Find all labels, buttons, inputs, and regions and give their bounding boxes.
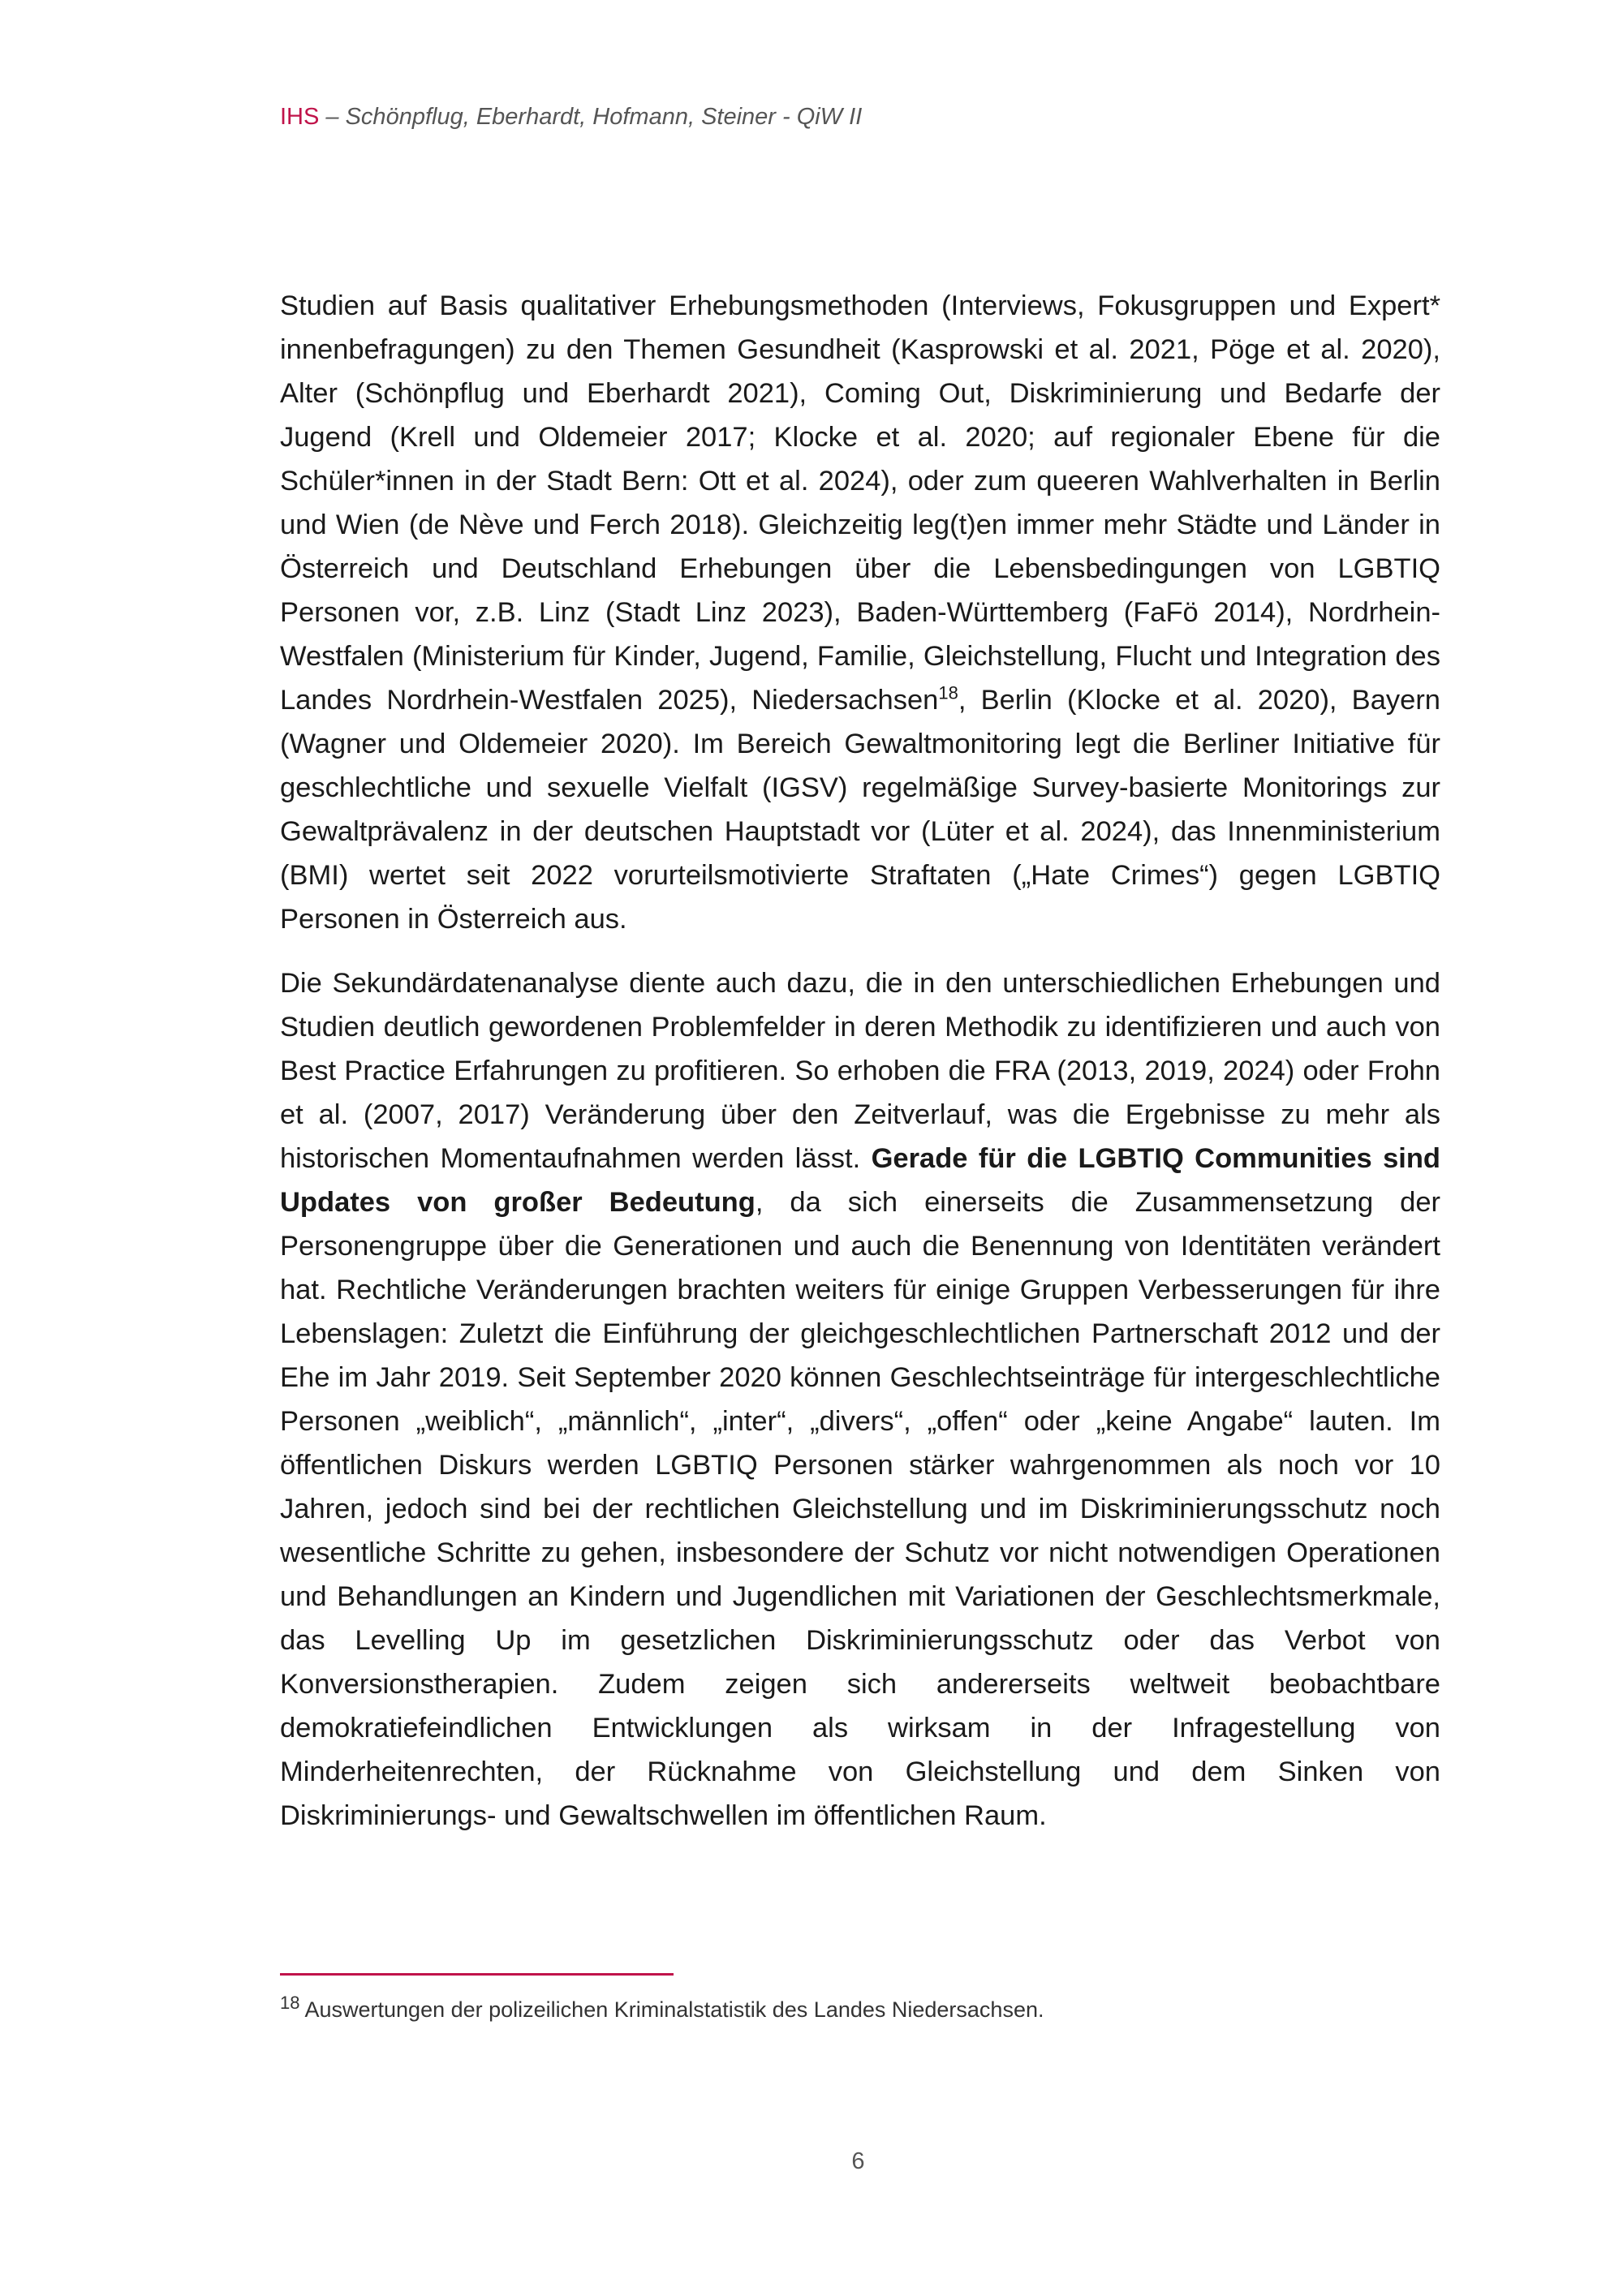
footnote-reference[interactable]: 18 <box>938 682 958 703</box>
paragraph-1 <box>280 284 1440 941</box>
footnote <box>280 1993 1044 2023</box>
running-header <box>280 104 862 131</box>
page-number: 6 <box>851 2148 865 2174</box>
paragraph-1-text-a: Studien auf Basis qualitativer Erhebungsmethoden (Interviews, Fokusgruppen und Expert* innenbefragungen) zu den Themen Gesundheit (Kasprowski et al. 2021, Pöge et al. 2020), Alter (Schönpflug und Eberhardt 2021), Coming Out, Diskriminierung und Bedarfe der Jugend (Krell und Oldemeier 2017; Klocke et al. 2020; auf regionaler Ebene für die Schüler*innen in der Stadt Bern: Ott et al. 2024), oder zum queeren Wahlverhalten in Berlin und Wien (de Nève und Ferch 2018). Gleichzeitig leg(t)en immer mehr Städte und Länder in Österreich und Deutschland Erhebungen über die Lebensbedingungen von LGBTIQ Personen vor, z.B. Linz (Stadt Linz 2023), Baden-Württemberg (FaFö 2014), Nordrhein-Westfalen (Ministerium für Kinder, Jugend, Familie, Gleichstellung, Flucht und Integration des Landes Nordrhein-Westfalen 2025), Niedersachsen <box>280 290 1440 716</box>
paragraph-2-text-a: Die Sekundärdatenanalyse diente auch dazu, die in den unterschiedlichen Erhebungen und Studien deutlich gewordenen Problemfelder in deren Methodik zu identifizieren und auch von Best Practice Erfahrungen zu profitieren. So erhoben die FRA (2013, 2019, 2024) oder Frohn et al. (2007, 2017) Veränderung über den Zeitverlauf, was die Ergebnisse zu mehr als historischen Momentaufnahmen werden lässt. <box>280 968 1440 1174</box>
paragraph-2-text-b: , da sich einerseits die Zusammensetzung der Personengruppe über die Generationen und auch die Benennung von Identitäten verändert hat. Rechtliche Veränderungen brachten weiters für einige Gruppen Verbesserungen für ihre Lebenslagen: Zuletzt die Einführung der gleichgeschlechtlichen Partnerschaft 2012 und der Ehe im Jahr 2019. Seit September 2020 können Geschlechtseinträge für intergeschlechtliche Personen „weiblich“, „männlich“, „inter“, „divers“, „offen“ oder „keine Angabe“ lauten. Im öffentlichen Diskurs werden LGBTIQ Personen stärker wahrgenommen als noch vor 10 Jahren, jedoch sind bei der rechtlichen Gleichstellung und im Diskriminierungsschutz noch wesentliche Schritte zu gehen, insbesondere der Schutz vor nicht notwendigen Operationen und Behandlungen an Kindern und Jugendlichen mit Variationen der Geschlechtsmerkmale, das Levelling Up im gesetzlichen Diskriminierungsschutz oder das Verbot von Konversionstherapien. Zudem zeigen sich andererseits weltweit beobachtbare demokratiefeindlichen Entwicklungen als wirksam in der Infragestellung von Minderheitenrechten, der Rücknahme von Gleichstellung und dem Sinken von Diskriminierungs- und Gewaltschwellen im öffentlichen Raum. <box>280 1187 1440 1831</box>
body-text <box>280 284 1440 1858</box>
footnote-number: 18 <box>280 1993 300 2013</box>
paragraph-2 <box>280 961 1440 1838</box>
header-org: IHS <box>280 104 320 130</box>
paragraph-2-emphasis: Gerade für die LGBTIQ Communities sind Updates von großer Bedeutung <box>280 1143 1440 1218</box>
header-separator: – <box>319 104 346 130</box>
header-running-title: Schönpflug, Eberhardt, Hofmann, Steiner - QiW II <box>345 104 863 130</box>
footnote-text: Auswertungen der polizeilichen Kriminalstatistik des Landes Niedersachsen. <box>299 1997 1044 2022</box>
footnote-divider <box>280 1973 674 1976</box>
paragraph-1-text-b: , Berlin (Klocke et al. 2020), Bayern (Wagner und Oldemeier 2020). Im Bereich Gewaltmonitoring legt die Berliner Initiative für geschlechtliche und sexuelle Vielfalt (IGSV) regelmäßige Survey-basierte Monitorings zur Gewaltprävalenz in der deutschen Hauptstadt vor (Lüter et al. 2024), das Innenministerium (BMI) wertet seit 2022 vorurteilsmotivierte Straftaten („Hate Crimes“) gegen LGBTIQ Personen in Österreich aus. <box>280 685 1440 935</box>
